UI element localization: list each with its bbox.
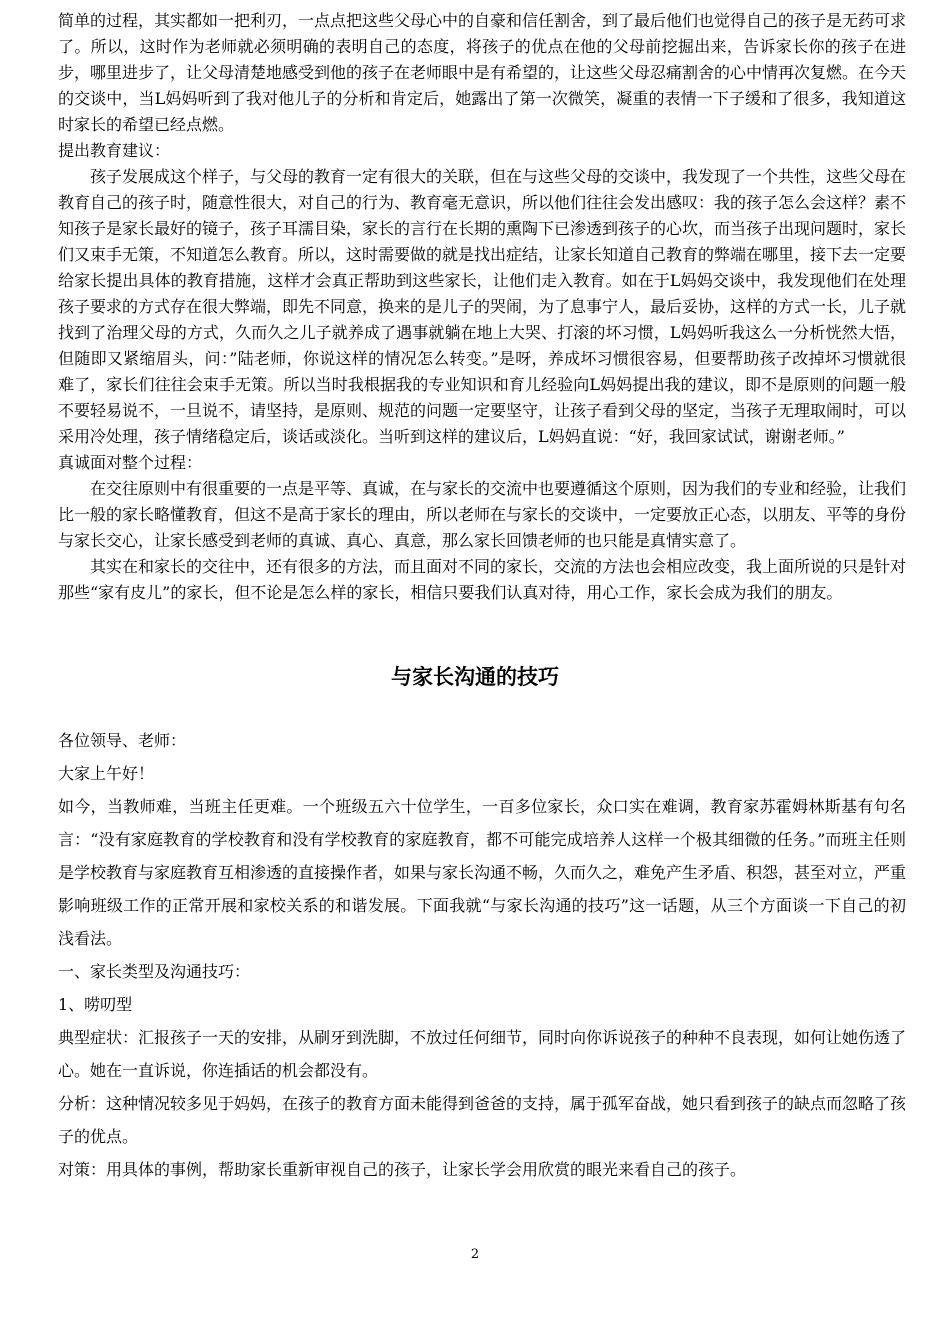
previous-article-section: [58, 8, 906, 606]
greeting-leaders: 各位领导、老师：: [58, 731, 187, 750]
article-body: [58, 724, 906, 1186]
subheading-nagging-type: 1、唠叨型: [58, 995, 133, 1014]
paragraph-conclusion: 其实在和家长的交往中，还有很多的方法，而且面对不同的家长，交流的方法也会相应改变，我上面所说的只是针对那些“家有皮儿”的家长，但不论是怎么样的家长，相信只要我们认真对待，用心工作，家长会成为我们的朋友。: [58, 557, 907, 602]
greeting-morning: 大家上午好！: [58, 764, 155, 783]
heading-education-advice: 提出教育建议：: [58, 141, 171, 160]
paragraph-hope: 简单的过程，其实都如一把利刃，一点点把这些父母心中的自豪和信任割舍，到了最后他们也觉得自己的孩子是无药可求了。所以，这时作为老师就必须明确的表明自己的态度，将孩子的优点在他的父母前挖掘出来，告诉家长你的孩子在进步，哪里进步了，让父母清楚地感受到他的孩子在老师眼中是有希望的，让这些父母忍痛割舍的心中情再次复燃。在今天的交谈中，当L妈妈听到了我对他儿子的分析和肯定后，她露出了第一次微笑，凝重的表情一下子缓和了很多，我知道这时家长的希望已经点燃。: [58, 11, 907, 134]
paragraph-education-advice: 孩子发展成这个样子，与父母的教育一定有很大的关联，但在与这些父母的交谈中，我发现了一个共性，这些父母在教育自己的孩子时，随意性很大，对自己的行为、教育毫无意识，所以他们往往会发出感叹：我的孩子怎么会这样？素不知孩子是家长最好的镜子，孩子耳濡目染，家长的言行在长期的熏陶下已渗透到孩子的心坎，而当孩子出现问题时，家长们又束手无策，不知道怎么教育。所以，这时需要做的就是找出症结，让家长知道自己教育的弊端在哪里，接下去一定要给家长提出具体的教育措施，这样才会真正帮助到这些家长，让他们走入教育。如在于L妈妈交谈中，我发现他们在处理孩子要求的方式存在很大弊端，即先不同意，换来的是儿子的哭闹，为了息事宁人，最后妥协，这样的方式一长，儿子就找到了治理父母的方式，久而久之儿子就养成了遇事就躺在地上大哭、打滚的坏习惯，L妈妈听我这么一分析恍然大悟，但随即又紧缩眉头，问：”陆老师，你说这样的情况怎么转变。”是呀，养成坏习惯很容易，但要帮助孩子改掉坏习惯就很难了，家长们往往会束手无策。所以当时我根据我的专业知识和育儿经验向L妈妈提出我的建议，即不是原则的问题一般不要轻易说不，一旦说不，请坚持，是原则、规范的问题一定要坚守，让孩子看到父母的坚定，当孩子无理取闹时，可以采用冷处理，孩子情绪稳定后，谈话或淡化。当听到这样的建议后，L妈妈直说：“好，我回家试试，谢谢老师。”: [58, 167, 907, 446]
heading-parent-types: 一、家长类型及沟通技巧：: [58, 962, 251, 981]
paragraph-analysis: 分析：这种情况较多见于妈妈，在孩子的教育方面未能得到爸爸的支持，属于孤军奋战，她只看到孩子的缺点而忽略了孩子的优点。: [58, 1094, 907, 1146]
heading-sincerity: 真诚面对整个过程：: [58, 453, 203, 472]
paragraph-symptom: 典型症状：汇报孩子一天的安排，从刷牙到洗脚，不放过任何细节，同时向你诉说孩子的种种不良表现，如何让她伤透了心。她在一直诉说，你连插话的机会都没有。: [58, 1028, 907, 1080]
article-title: 与家长沟通的技巧: [391, 665, 559, 689]
paragraph-sincerity: 在交往原则中有很重要的一点是平等、真诚，在与家长的交流中也要遵循这个原则，因为我们的专业和经验，让我们比一般的家长略懂教育，但这不是高于家长的理由，所以老师在与家长的交谈中，一定要放正心态，以朋友、平等的身份与家长交心，让家长感受到老师的真诚、真心、真意，那么家长回馈老师的也只能是真情实意了。: [58, 479, 907, 550]
paragraph-intro: 如今，当教师难，当班主任更难。一个班级五六十位学生，一百多位家长，众口实在难调，教育家苏霍姆林斯基有句名言：“没有家庭教育的学校教育和没有学校教育的家庭教育，都不可能完成培养人这样一个极其细微的任务。”而班主任则是学校教育与家庭教育互相渗透的直接操作者，如果与家长沟通不畅，久而久之，难免产生矛盾、积怨，甚至对立，严重影响班级工作的正常开展和家校关系的和谐发展。下面我就“与家长沟通的技巧”这一话题，从三个方面谈一下自己的初浅看法。: [58, 797, 907, 948]
page-number: 2: [470, 1247, 480, 1262]
paragraph-strategy: 对策：用具体的事例，帮助家长重新审视自己的孩子，让家长学会用欣赏的眼光来看自己的孩子。: [58, 1160, 747, 1179]
